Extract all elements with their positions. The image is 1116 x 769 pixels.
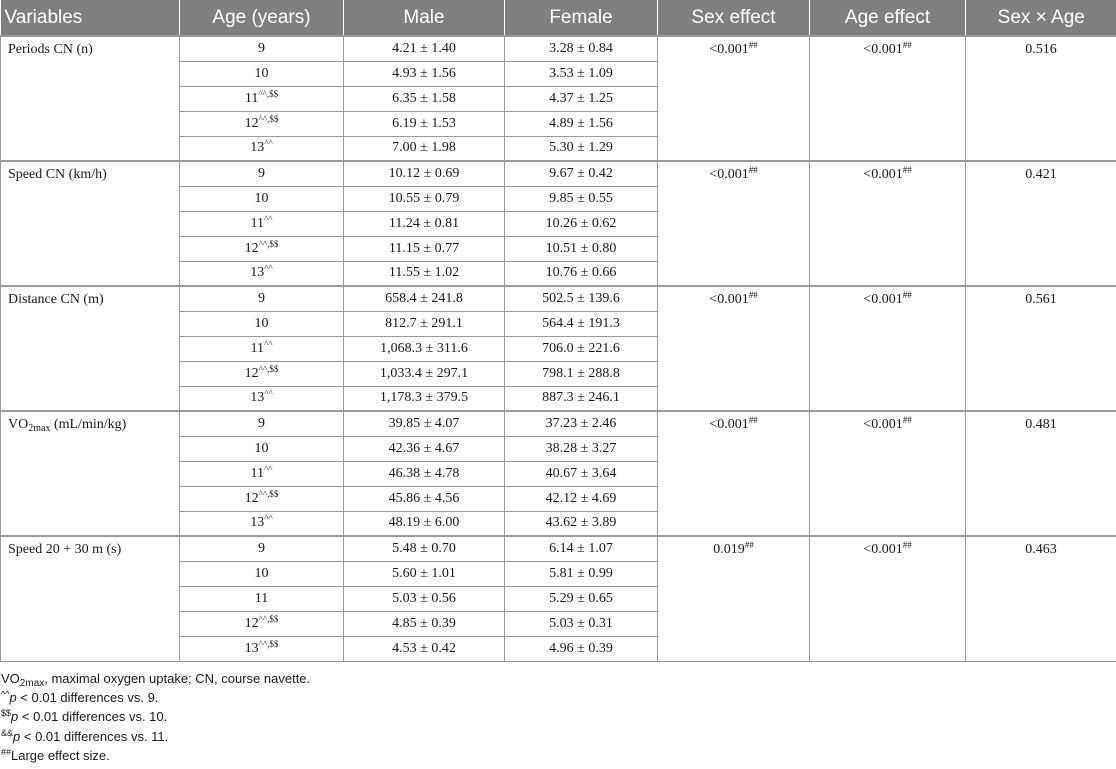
age-cell <box>180 336 344 361</box>
age-cell <box>180 611 344 636</box>
male-value: 48.19 ± 6.00 <box>344 511 505 536</box>
variable-cell <box>1 36 180 161</box>
male-value: 11.55 ± 1.02 <box>344 261 505 286</box>
age-significance-mark: ^^ <box>264 388 273 399</box>
sex-effect-value: <0.001 <box>709 417 749 432</box>
male-value: 5.03 ± 0.56 <box>344 586 505 611</box>
male-value: 10.55 ± 0.79 <box>344 186 505 211</box>
interaction-cell <box>966 36 1116 161</box>
male-value: 4.85 ± 0.39 <box>344 611 505 636</box>
footnote-text: < 0.01 differences vs. 9. <box>16 690 159 706</box>
age-value: 10 <box>254 565 269 581</box>
footnote-abbreviations <box>0 669 1116 688</box>
age-value: 12 <box>244 365 259 381</box>
female-value: 564.4 ± 191.3 <box>505 311 658 336</box>
female-value: 4.37 ± 1.25 <box>505 86 658 111</box>
male-value: 10.12 ± 0.69 <box>344 161 505 186</box>
footnote-mark: && <box>1 727 14 738</box>
age-value: 12 <box>244 490 259 506</box>
male-value: 1,068.3 ± 311.6 <box>344 336 505 361</box>
table-row <box>1 161 1116 186</box>
interaction-value: 0.516 <box>1025 42 1057 57</box>
age-value: 13 <box>250 265 265 281</box>
age-cell <box>180 536 344 561</box>
male-value: 6.35 ± 1.58 <box>344 86 505 111</box>
table-body <box>1 36 1116 661</box>
age-significance-mark: ^^,$$ <box>258 113 279 124</box>
age-value: 9 <box>258 40 265 56</box>
age-value: 11 <box>254 590 269 606</box>
age-effect-cell <box>810 536 966 661</box>
variable-label: Distance CN (m) <box>8 292 104 307</box>
variable-label-sub: 2max <box>28 423 51 434</box>
footnote-p: p <box>11 709 19 725</box>
female-value: 3.53 ± 1.09 <box>505 61 658 86</box>
sex-effect-mark: ## <box>748 165 758 175</box>
age-significance-mark: ^^,$$ <box>258 638 279 649</box>
variable-label: Periods CN (n) <box>8 42 93 57</box>
sex-effect-value: <0.001 <box>709 292 749 307</box>
male-value: 812.7 ± 291.1 <box>344 311 505 336</box>
table-row <box>1 286 1116 311</box>
age-value: 9 <box>258 165 265 181</box>
variable-label: Speed 20 + 30 m (s) <box>8 542 122 557</box>
interaction-value: 0.463 <box>1025 542 1057 557</box>
sex-effect-cell <box>658 411 810 536</box>
age-cell <box>180 86 344 111</box>
footnote-large-effect <box>0 746 1116 765</box>
age-cell <box>180 511 344 536</box>
age-value: 13 <box>250 515 265 531</box>
age-cell <box>180 211 344 236</box>
female-value: 42.12 ± 4.69 <box>505 486 658 511</box>
footnote-abbrev-post: , maximal oxygen uptake; CN, course navette. <box>44 671 311 686</box>
age-value: 9 <box>258 415 265 431</box>
age-cell <box>180 636 344 661</box>
table-row <box>1 411 1116 436</box>
footnote-diff-10 <box>0 707 1116 726</box>
sex-effect-mark: ## <box>744 540 754 550</box>
male-value: 11.24 ± 0.81 <box>344 211 505 236</box>
age-significance-mark: ^^ <box>264 213 273 224</box>
age-value: 11 <box>250 215 265 231</box>
interaction-cell <box>966 411 1116 536</box>
age-significance-mark: ^^ <box>264 138 273 149</box>
female-value: 798.1 ± 288.8 <box>505 361 658 386</box>
variable-label-post: (mL/min/kg) <box>50 417 127 432</box>
female-value: 5.29 ± 0.65 <box>505 586 658 611</box>
variable-cell <box>1 161 180 286</box>
variable-cell <box>1 536 180 661</box>
male-value: 45.86 ± 4.56 <box>344 486 505 511</box>
female-value: 502.5 ± 139.6 <box>505 286 658 311</box>
age-value: 12 <box>244 115 259 131</box>
sex-effect-cell <box>658 36 810 161</box>
age-significance-mark: ^^ <box>264 513 273 524</box>
female-value: 40.67 ± 3.64 <box>505 461 658 486</box>
female-value: 6.14 ± 1.07 <box>505 536 658 561</box>
age-value: 13 <box>250 140 265 156</box>
age-cell <box>180 186 344 211</box>
age-value: 10 <box>254 65 269 81</box>
header-male: Male <box>344 0 505 36</box>
female-value: 38.28 ± 3.27 <box>505 436 658 461</box>
header-sex-effect: Sex effect <box>658 0 810 36</box>
age-significance-mark: ^^,$$ <box>258 238 279 249</box>
interaction-value: 0.421 <box>1025 167 1057 182</box>
age-value: 10 <box>254 440 269 456</box>
interaction-value: 0.561 <box>1025 292 1057 307</box>
age-cell <box>180 436 344 461</box>
age-significance-mark: ^^ <box>264 263 273 274</box>
age-effect-value: <0.001 <box>863 292 903 307</box>
interaction-cell <box>966 536 1116 661</box>
footnote-diff-9 <box>0 688 1116 707</box>
age-cell <box>180 36 344 61</box>
age-value: 12 <box>244 240 259 256</box>
age-value: 13 <box>244 640 259 656</box>
age-cell <box>180 361 344 386</box>
age-cell <box>180 311 344 336</box>
female-value: 5.81 ± 0.99 <box>505 561 658 586</box>
footnote-p: p <box>9 690 17 706</box>
female-value: 4.96 ± 0.39 <box>505 636 658 661</box>
sex-effect-cell <box>658 286 810 411</box>
age-value: 9 <box>258 290 265 306</box>
header-age-effect: Age effect <box>810 0 966 36</box>
variable-cell <box>1 286 180 411</box>
footnote-diff-11 <box>0 727 1116 746</box>
age-cell <box>180 136 344 161</box>
age-effect-mark: ## <box>902 540 912 550</box>
age-value: 11 <box>250 340 265 356</box>
age-effect-value: <0.001 <box>863 167 903 182</box>
variable-label: Speed CN (km/h) <box>8 167 107 182</box>
male-value: 5.60 ± 1.01 <box>344 561 505 586</box>
age-effect-mark: ## <box>902 290 912 300</box>
age-significance-mark: ^^,$$ <box>258 88 279 99</box>
male-value: 39.85 ± 4.07 <box>344 411 505 436</box>
male-value: 1,178.3 ± 379.5 <box>344 386 505 411</box>
age-effect-cell <box>810 411 966 536</box>
female-value: 3.28 ± 0.84 <box>505 36 658 61</box>
age-cell <box>180 586 344 611</box>
age-cell <box>180 461 344 486</box>
age-significance-mark: ^^ <box>264 463 273 474</box>
female-value: 10.26 ± 0.62 <box>505 211 658 236</box>
table-header-row <box>1 0 1116 36</box>
footnote-mark: ## <box>1 746 12 757</box>
interaction-cell <box>966 161 1116 286</box>
male-value: 4.53 ± 0.42 <box>344 636 505 661</box>
male-value: 11.15 ± 0.77 <box>344 236 505 261</box>
age-value: 9 <box>258 540 265 556</box>
sex-effect-cell <box>658 161 810 286</box>
age-cell <box>180 61 344 86</box>
age-value: 10 <box>254 315 269 331</box>
sex-effect-mark: ## <box>748 40 758 50</box>
female-value: 4.89 ± 1.56 <box>505 111 658 136</box>
age-cell <box>180 261 344 286</box>
age-significance-mark: ^^,$$ <box>258 363 279 374</box>
male-value: 5.48 ± 0.70 <box>344 536 505 561</box>
sex-effect-mark: ## <box>748 290 758 300</box>
age-significance-mark: ^^,$$ <box>258 488 279 499</box>
header-variables: Variables <box>4 6 83 28</box>
female-value: 887.3 ± 246.1 <box>505 386 658 411</box>
variable-label-pre: VO <box>8 417 29 432</box>
footnote-p: p <box>13 728 21 744</box>
female-value: 10.51 ± 0.80 <box>505 236 658 261</box>
age-significance-mark: ^^,$$ <box>258 613 279 624</box>
footnote-mark: $$ <box>1 708 12 719</box>
age-effect-mark: ## <box>902 165 912 175</box>
age-effect-mark: ## <box>902 415 912 425</box>
sex-effect-value: 0.019 <box>713 542 745 557</box>
age-cell <box>180 236 344 261</box>
table-footnotes <box>0 669 1116 765</box>
female-value: 9.85 ± 0.55 <box>505 186 658 211</box>
age-effect-cell <box>810 286 966 411</box>
age-value: 11 <box>250 465 265 481</box>
age-cell <box>180 386 344 411</box>
female-value: 43.62 ± 3.89 <box>505 511 658 536</box>
female-value: 10.76 ± 0.66 <box>505 261 658 286</box>
interaction-value: 0.481 <box>1025 417 1057 432</box>
male-value: 658.4 ± 241.8 <box>344 286 505 311</box>
male-value: 4.21 ± 1.40 <box>344 36 505 61</box>
age-effect-cell <box>810 36 966 161</box>
table-row <box>1 36 1116 61</box>
female-value: 5.30 ± 1.29 <box>505 136 658 161</box>
age-significance-mark: ^^ <box>264 338 273 349</box>
age-effect-value: <0.001 <box>863 542 903 557</box>
age-cell <box>180 411 344 436</box>
footnote-abbrev-sub: 2max <box>19 678 45 689</box>
age-effect-cell <box>810 161 966 286</box>
age-value: 10 <box>254 190 269 206</box>
age-value: 13 <box>250 390 265 406</box>
header-age: Age (years) <box>180 0 344 36</box>
footnote-abbrev-pre: VO <box>1 671 20 686</box>
age-effect-mark: ## <box>902 40 912 50</box>
male-value: 1,033.4 ± 297.1 <box>344 361 505 386</box>
footnote-mark: ^^ <box>1 689 10 700</box>
female-value: 37.23 ± 2.46 <box>505 411 658 436</box>
female-value: 5.03 ± 0.31 <box>505 611 658 636</box>
male-value: 7.00 ± 1.98 <box>344 136 505 161</box>
female-value: 706.0 ± 221.6 <box>505 336 658 361</box>
sex-effect-value: <0.001 <box>709 42 749 57</box>
variable-cell <box>1 411 180 536</box>
female-value: 9.67 ± 0.42 <box>505 161 658 186</box>
footnote-text: < 0.01 differences vs. 10. <box>18 709 168 725</box>
male-value: 46.38 ± 4.78 <box>344 461 505 486</box>
sex-effect-value: <0.001 <box>709 167 749 182</box>
age-cell <box>180 486 344 511</box>
age-effect-value: <0.001 <box>863 42 903 57</box>
male-value: 4.93 ± 1.56 <box>344 61 505 86</box>
age-cell <box>180 111 344 136</box>
male-value: 42.36 ± 4.67 <box>344 436 505 461</box>
age-cell <box>180 286 344 311</box>
header-sex-age: Sex × Age <box>966 0 1116 36</box>
footnote-text: Large effect size. <box>11 747 110 763</box>
age-value: 12 <box>244 615 259 631</box>
age-value: 11 <box>244 90 259 106</box>
footnote-text: < 0.01 differences vs. 11. <box>20 728 169 744</box>
age-cell <box>180 161 344 186</box>
header-female: Female <box>505 0 658 36</box>
sex-effect-cell <box>658 536 810 661</box>
table-row <box>1 536 1116 561</box>
male-value: 6.19 ± 1.53 <box>344 111 505 136</box>
age-effect-value: <0.001 <box>863 417 903 432</box>
interaction-cell <box>966 286 1116 411</box>
sex-effect-mark: ## <box>748 415 758 425</box>
age-cell <box>180 561 344 586</box>
